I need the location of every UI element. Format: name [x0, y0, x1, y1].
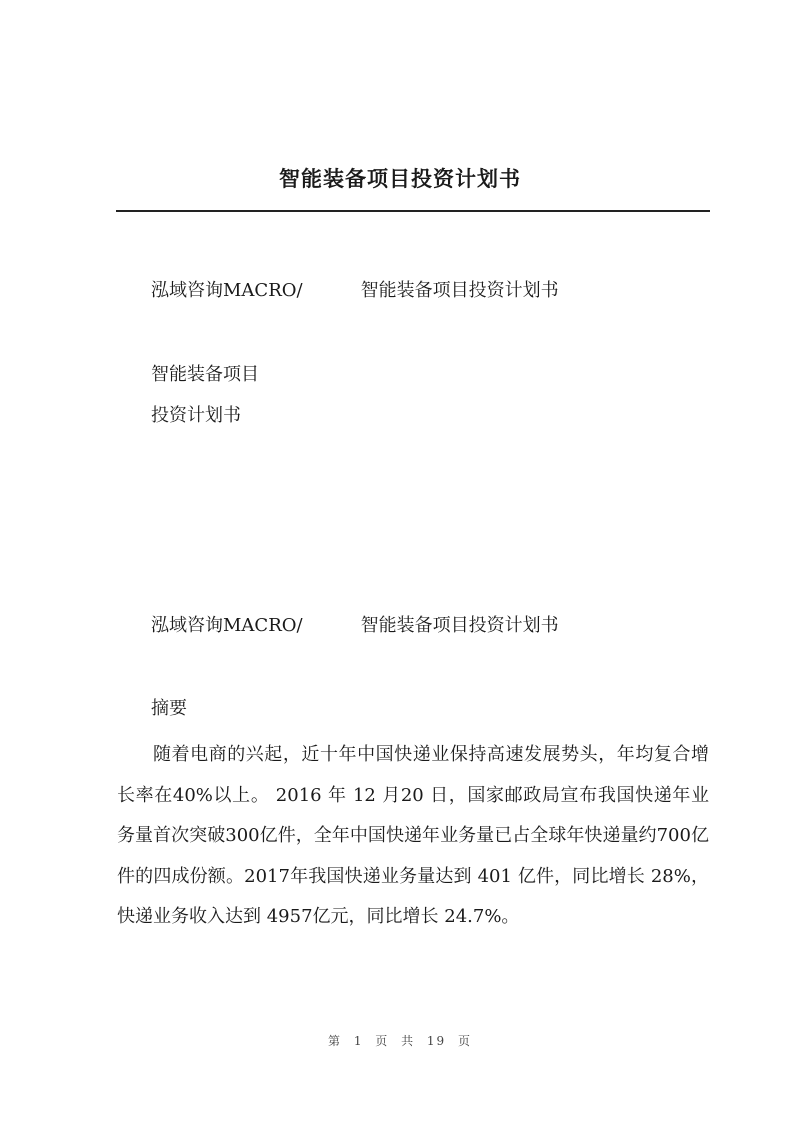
running-head-left: 泓域咨询MACRO/: [151, 280, 303, 301]
running-head: [151, 611, 559, 637]
abstract-paragraph: 随着电商的兴起，近十年中国快递业保持高速发展势头，年均复合增长率在40%以上。 2016 年 12 月20 日，国家邮政局宣布我国快递年业务量首次突破300亿件，全年中国快递年业务量已占全球年快递量约700亿件的四成份额。2017年我国快递业务量达到 401 亿件，同比增长 28%，快递业务收入达到 4957亿元，同比增长 24.7%。: [117, 744, 709, 927]
header-divider: [116, 210, 710, 212]
cover-title-line-1: 智能装备项目: [151, 364, 259, 385]
page-header-title: 智能装备项目投资计划书: [279, 166, 521, 191]
cover-title-line-2: 投资计划书: [151, 405, 241, 426]
page-number-footer: 第 1 页 共 19 页: [328, 1034, 472, 1048]
running-head-right: 智能装备项目投资计划书: [360, 280, 559, 301]
running-head-right: 智能装备项目投资计划书: [360, 615, 559, 636]
abstract-heading: 摘要: [151, 698, 187, 719]
running-head: [151, 276, 559, 302]
running-head-left: 泓域咨询MACRO/: [151, 615, 303, 636]
